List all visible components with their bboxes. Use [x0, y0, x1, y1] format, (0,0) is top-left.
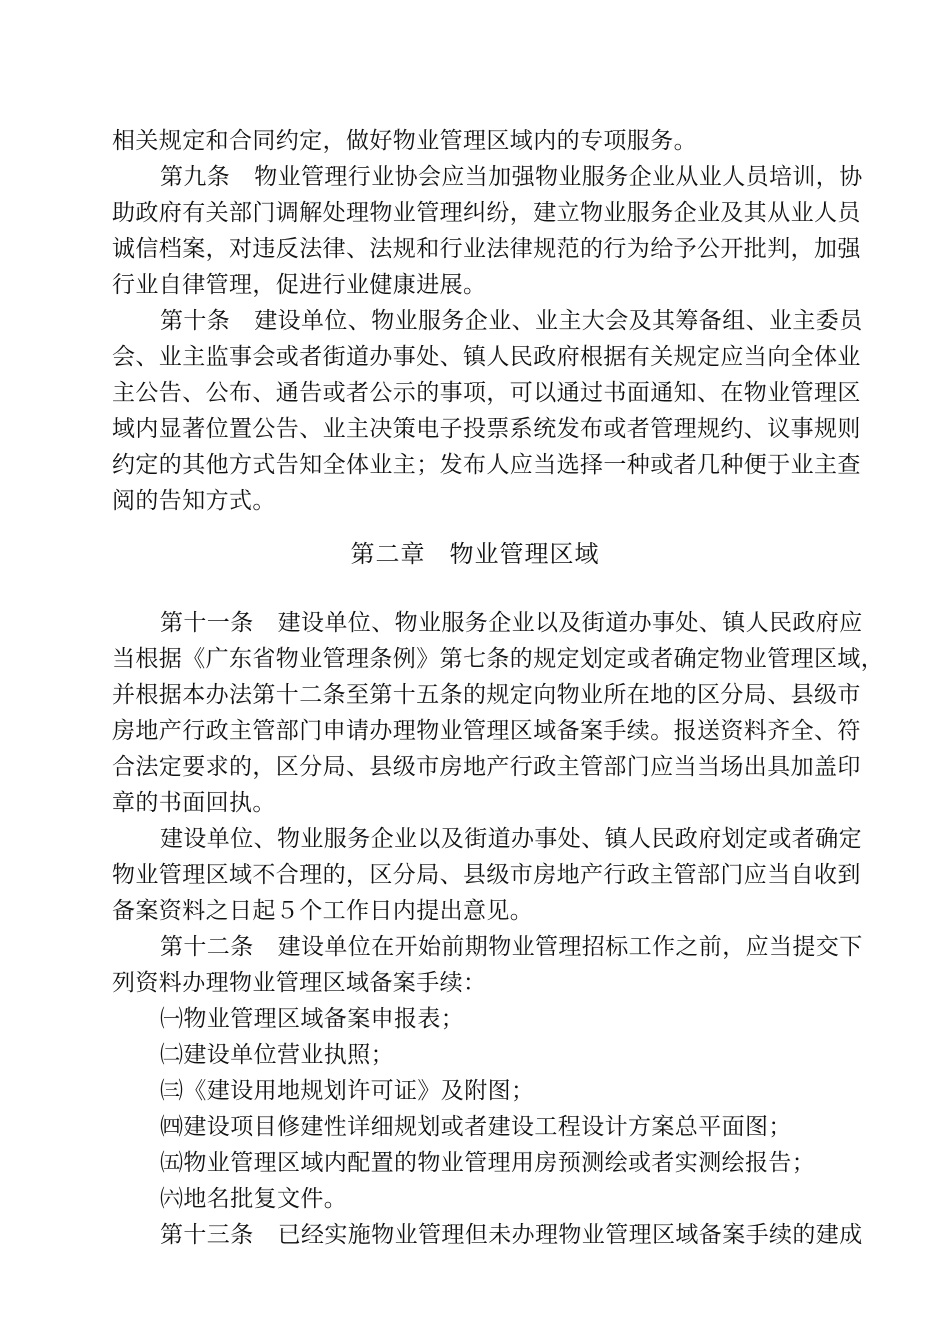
- article-10-line: [160, 305, 863, 337]
- article-11-text: 建设单位、物业服务企业以及街道办事处、镇人民政府应: [277, 610, 863, 636]
- article-12-label: 第十二条: [160, 934, 254, 960]
- list-item: ㈥地名批复文件。: [160, 1186, 348, 1212]
- text-line: 并根据本办法第十二条至第十五条的规定向物业所在地的区分局、县级市: [112, 682, 861, 708]
- list-item: ㈤物业管理区域内配置的物业管理用房预测绘或者实测绘报告；: [160, 1150, 816, 1176]
- text-line: 主公告、公布、通告或者公示的事项，可以通过书面通知、在物业管理区: [112, 380, 861, 406]
- chapter-title: 物业管理区域: [449, 540, 600, 568]
- article-12-line: [160, 931, 863, 963]
- text-line: 助政府有关部门调解处理物业管理纠纷，建立物业服务企业及其从业人员: [112, 200, 861, 226]
- article-13-label: 第十三条: [160, 1222, 254, 1248]
- chapter-label: 第二章: [350, 540, 426, 568]
- article-11-label: 第十一条: [160, 610, 254, 636]
- text-line: 约定的其他方式告知全体业主；发布人应当选择一种或者几种便于业主查: [112, 452, 861, 478]
- chapter-heading: [0, 538, 950, 570]
- text-line: 阅的告知方式。: [112, 488, 276, 514]
- article-13-line: [160, 1219, 863, 1251]
- list-item: ㈢《建设用地规划许可证》及附图；: [160, 1078, 535, 1104]
- list-item: ㈠物业管理区域备案申报表；: [160, 1006, 465, 1032]
- article-9-line: [160, 161, 863, 193]
- text-line: 会、业主监事会或者街道办事处、镇人民政府根据有关规定应当向全体业: [112, 344, 861, 370]
- text-line: 诚信档案，对违反法律、法规和行业法律规范的行为给予公开批判，加强: [112, 236, 861, 262]
- text-line: 列资料办理物业管理区域备案手续：: [112, 970, 487, 996]
- article-12-text: 建设单位在开始前期物业管理招标工作之前，应当提交下: [277, 934, 863, 960]
- text-line: 域内显著位置公告、业主决策电子投票系统发布或者管理规约、议事规则: [112, 416, 861, 442]
- text-line: 房地产行政主管部门申请办理物业管理区域备案手续。报送资料齐全、符: [112, 718, 861, 744]
- article-9-text: 物业管理行业协会应当加强物业服务企业从业人员培训，: [254, 164, 840, 190]
- article-9-label: 第九条: [160, 164, 231, 190]
- text-line: 备案资料之日起５个工作日内提出意见。: [112, 898, 534, 924]
- text-line: 合法定要求的，区分局、县级市房地产行政主管部门应当当场出具加盖印: [112, 754, 861, 780]
- text-line: 当根据《广东省物业管理条例》第七条的规定划定或者确定物业管理区域，: [112, 646, 885, 672]
- text-line: 相关规定和合同约定，做好物业管理区域内的专项服务。: [112, 128, 697, 154]
- article-11-line: [160, 607, 863, 639]
- list-item: ㈣建设项目修建性详细规划或者建设工程设计方案总平面图；: [160, 1114, 792, 1140]
- text-line: 建设单位、物业服务企业以及街道办事处、镇人民政府划定或者确定: [160, 826, 862, 852]
- article-10-label: 第十条: [160, 308, 231, 334]
- text-line: 行业自律管理，促进行业健康进展。: [112, 272, 487, 298]
- article-13-text: 已经实施物业管理但未办理物业管理区域备案手续的建成: [277, 1222, 863, 1248]
- article-10-text: 建设单位、物业服务企业、业主大会及其筹备组、业主委员: [254, 308, 863, 334]
- text-line: 物业管理区域不合理的，区分局、县级市房地产行政主管部门应当自收到: [112, 862, 861, 888]
- article-9-text-end: 协: [839, 164, 863, 190]
- list-item: ㈡建设单位营业执照；: [160, 1042, 394, 1068]
- text-line: 章的书面回执。: [112, 790, 276, 816]
